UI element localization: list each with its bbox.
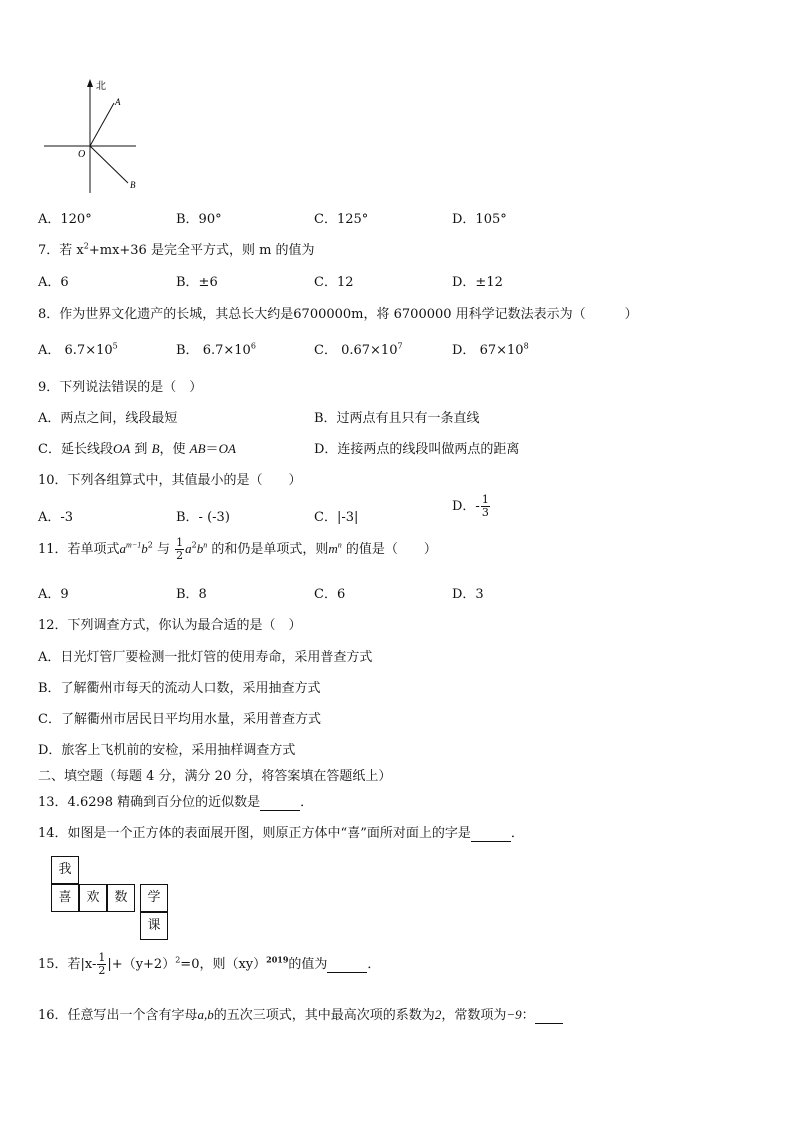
q10-option-a[interactable]: A．-3: [38, 510, 74, 525]
q11-mono1-a: a: [119, 541, 127, 556]
q11-stem: [38, 537, 437, 562]
q11-option-d[interactable]: D．3: [452, 587, 484, 602]
q13-stem: [38, 791, 313, 811]
q7-option-c[interactable]: C．12: [314, 275, 354, 290]
q10-option-b[interactable]: B．- (-3): [176, 510, 230, 525]
q8-option-c-base: 0.67×10: [341, 343, 398, 358]
q14-end: ．: [510, 826, 524, 841]
q10-d-fraction: [481, 494, 490, 519]
section-heading: 二、填空题（每题 4 分，满分 20 分，将答案填在答题纸上）: [38, 769, 392, 784]
q6-option-c[interactable]: C．125°: [314, 212, 369, 227]
q15-exponent: 2019: [266, 954, 289, 965]
q11-option-c[interactable]: C．6: [314, 587, 346, 602]
q9-c-oa2: OA: [218, 441, 236, 456]
north-label: 北: [96, 81, 106, 92]
q7-option-d[interactable]: D．±12: [452, 275, 503, 290]
q12-option-b[interactable]: B．了解衢州市每天的流动人口数，采用抽查方式: [38, 681, 321, 696]
q15-end: ．: [367, 957, 381, 972]
q16-answer-blank[interactable]: [535, 1008, 563, 1024]
q11-option-b[interactable]: B．8: [176, 587, 207, 602]
q7-option-a[interactable]: A．6: [38, 275, 69, 290]
q7-exponent: 2: [83, 241, 89, 251]
q8-option-c-exp: 7: [397, 341, 403, 351]
q9-c-oa: OA: [112, 441, 131, 456]
q16-coefficient: 2: [434, 1007, 442, 1022]
q13-answer-blank[interactable]: [260, 795, 300, 811]
net-cell-3: 数: [107, 884, 135, 912]
q8-option-a-exp: 5: [112, 341, 118, 351]
q15-square: 2: [175, 955, 181, 965]
q9-c-text-1: C．延长线段: [38, 442, 113, 457]
q8-stem: 8．作为世界文化遗产的长城，其总长大约是6700000m，将 6700000 用科学记数法表示为（ ）: [38, 307, 638, 322]
q10-option-d[interactable]: [452, 494, 491, 519]
q16-stem: [38, 1004, 563, 1024]
q8-option-d-label: D．: [452, 343, 476, 358]
q15-frac-num: 1: [98, 951, 106, 964]
label-B: B: [130, 180, 136, 190]
direction-figure: [40, 75, 150, 200]
q16-letters: a,b: [197, 1007, 214, 1022]
q8-option-a[interactable]: [38, 339, 118, 358]
q13-end: ．: [300, 795, 314, 810]
q14-stem: [38, 822, 524, 842]
ray-OA: [90, 103, 114, 146]
q12-option-d[interactable]: D．旅客上飞机前的安检，采用抽样调查方式: [38, 743, 296, 758]
q10-stem: 10．下列各组算式中，其值最小的是（ ）: [38, 473, 302, 488]
q8-option-b-label: B．: [176, 343, 199, 358]
q8-option-a-label: A．: [38, 343, 61, 358]
q15-frac-den: 2: [98, 964, 106, 977]
q8-option-b-exp: 6: [250, 341, 256, 351]
q6-option-b[interactable]: B．90°: [176, 212, 222, 227]
net-cell-1: 喜: [51, 884, 79, 912]
ray-OB: [90, 146, 128, 183]
q9-c-equals: ＝: [205, 442, 219, 457]
q11-stem-c: 的和仍是单项式，则: [207, 542, 329, 557]
q6-option-a[interactable]: A．120°: [38, 212, 92, 227]
q9-option-c[interactable]: [38, 438, 236, 457]
q15-stem-a: 15．若|x-: [38, 957, 97, 972]
net-cell-top: 我: [51, 856, 79, 884]
q13-text: 13．4.6298 精确到百分位的近似数是: [38, 795, 261, 810]
q11-mono2-a-exp: 2: [191, 540, 197, 550]
q9-c-b: B: [151, 441, 160, 456]
q11-result-exp: n: [337, 540, 342, 550]
q6-option-d[interactable]: D．105°: [452, 212, 507, 227]
q11-mono1-a-exp: m−1: [126, 540, 142, 550]
q11-mono1-b: b: [141, 541, 148, 556]
q11-frac-num: 1: [176, 536, 184, 549]
q15-answer-blank[interactable]: [327, 957, 367, 973]
q11-stem-b: 与: [152, 542, 175, 557]
q11-stem-d: 的值是（ ）: [341, 542, 437, 557]
q8-option-b-base: 6.7×10: [202, 343, 251, 358]
net-cell-bottom: 课: [140, 912, 168, 940]
q11-fraction: [175, 537, 184, 562]
q10-d-numerator: 1: [481, 493, 489, 506]
q9-stem: 9．下列说法错误的是（ ）: [38, 380, 203, 395]
q15-stem-c: =0，则（xy）: [180, 957, 267, 972]
net-cell-2: 欢: [79, 884, 107, 912]
q11-stem-a: 11．若单项式: [38, 542, 120, 557]
q16-constant: −9: [506, 1007, 522, 1022]
q16-stem-a: 16．任意写出一个含有字母: [38, 1008, 198, 1023]
q14-answer-blank[interactable]: [471, 826, 511, 842]
q16-stem-c: ，常数项为: [441, 1008, 507, 1023]
q16-stem-b: 的五次三项式，其中最高次项的系数为: [213, 1008, 435, 1023]
label-A: A: [115, 97, 121, 107]
q8-option-c[interactable]: [314, 339, 403, 358]
q11-mono2-a: a: [185, 541, 192, 556]
q8-option-b[interactable]: [176, 339, 256, 358]
q10-option-c[interactable]: C．|-3|: [314, 510, 359, 525]
q10-d-label: D．-: [452, 499, 480, 514]
q9-option-b[interactable]: B．过两点有且只有一条直线: [314, 411, 480, 426]
q9-option-d[interactable]: D．连接两点的线段叫做两点的距离: [314, 442, 520, 457]
q11-mono2-b: b: [196, 541, 204, 556]
q8-option-d-exp: 8: [523, 341, 529, 351]
q9-c-ab: AB: [189, 441, 206, 456]
q9-c-text-2: 到: [130, 442, 152, 457]
q7-stem-a: 7．若 x: [38, 243, 84, 258]
q11-frac-den: 2: [176, 549, 184, 562]
q12-stem: 12．下列调查方式，你认为最合适的是（ ）: [38, 618, 302, 633]
q12-option-a[interactable]: A．日光灯管厂要检测一批灯管的使用寿命，采用普查方式: [38, 650, 373, 665]
q9-c-text-3: ，使: [159, 442, 190, 457]
q7-stem-b: +mx+36 是完全平方式，则 m 的值为: [88, 243, 315, 258]
net-cell-4: 学: [140, 884, 168, 912]
q14-text: 14．如图是一个正方体的表面展开图，则原正方体中“喜”面所对面上的字是: [38, 826, 471, 841]
q8-option-a-base: 6.7×10: [64, 343, 113, 358]
q15-stem: [38, 952, 380, 977]
q11-mono2-b-exp: n: [203, 540, 208, 550]
q16-stem-d: ：: [521, 1008, 535, 1023]
q15-stem-b: |+（y+2）: [107, 957, 176, 972]
q8-option-d[interactable]: [452, 339, 529, 358]
q7-stem: [38, 239, 315, 258]
q11-mono1-b-exp: 2: [147, 540, 153, 550]
q11-result-m: m: [328, 541, 338, 556]
q11-option-a[interactable]: A．9: [38, 587, 69, 602]
q8-option-c-label: C．: [314, 343, 337, 358]
q15-fraction: [97, 952, 106, 977]
q15-stem-d: 的值为: [288, 957, 328, 972]
q8-option-d-base: 67×10: [479, 343, 524, 358]
label-O: O: [78, 149, 86, 160]
q9-option-a[interactable]: A．两点之间，线段最短: [38, 411, 178, 426]
north-arrow-icon: [87, 79, 93, 87]
q7-option-b[interactable]: B．±6: [176, 275, 218, 290]
q10-d-denominator: 3: [481, 506, 489, 519]
q12-option-c[interactable]: C．了解衢州市居民日平均用水量，采用普查方式: [38, 712, 321, 727]
